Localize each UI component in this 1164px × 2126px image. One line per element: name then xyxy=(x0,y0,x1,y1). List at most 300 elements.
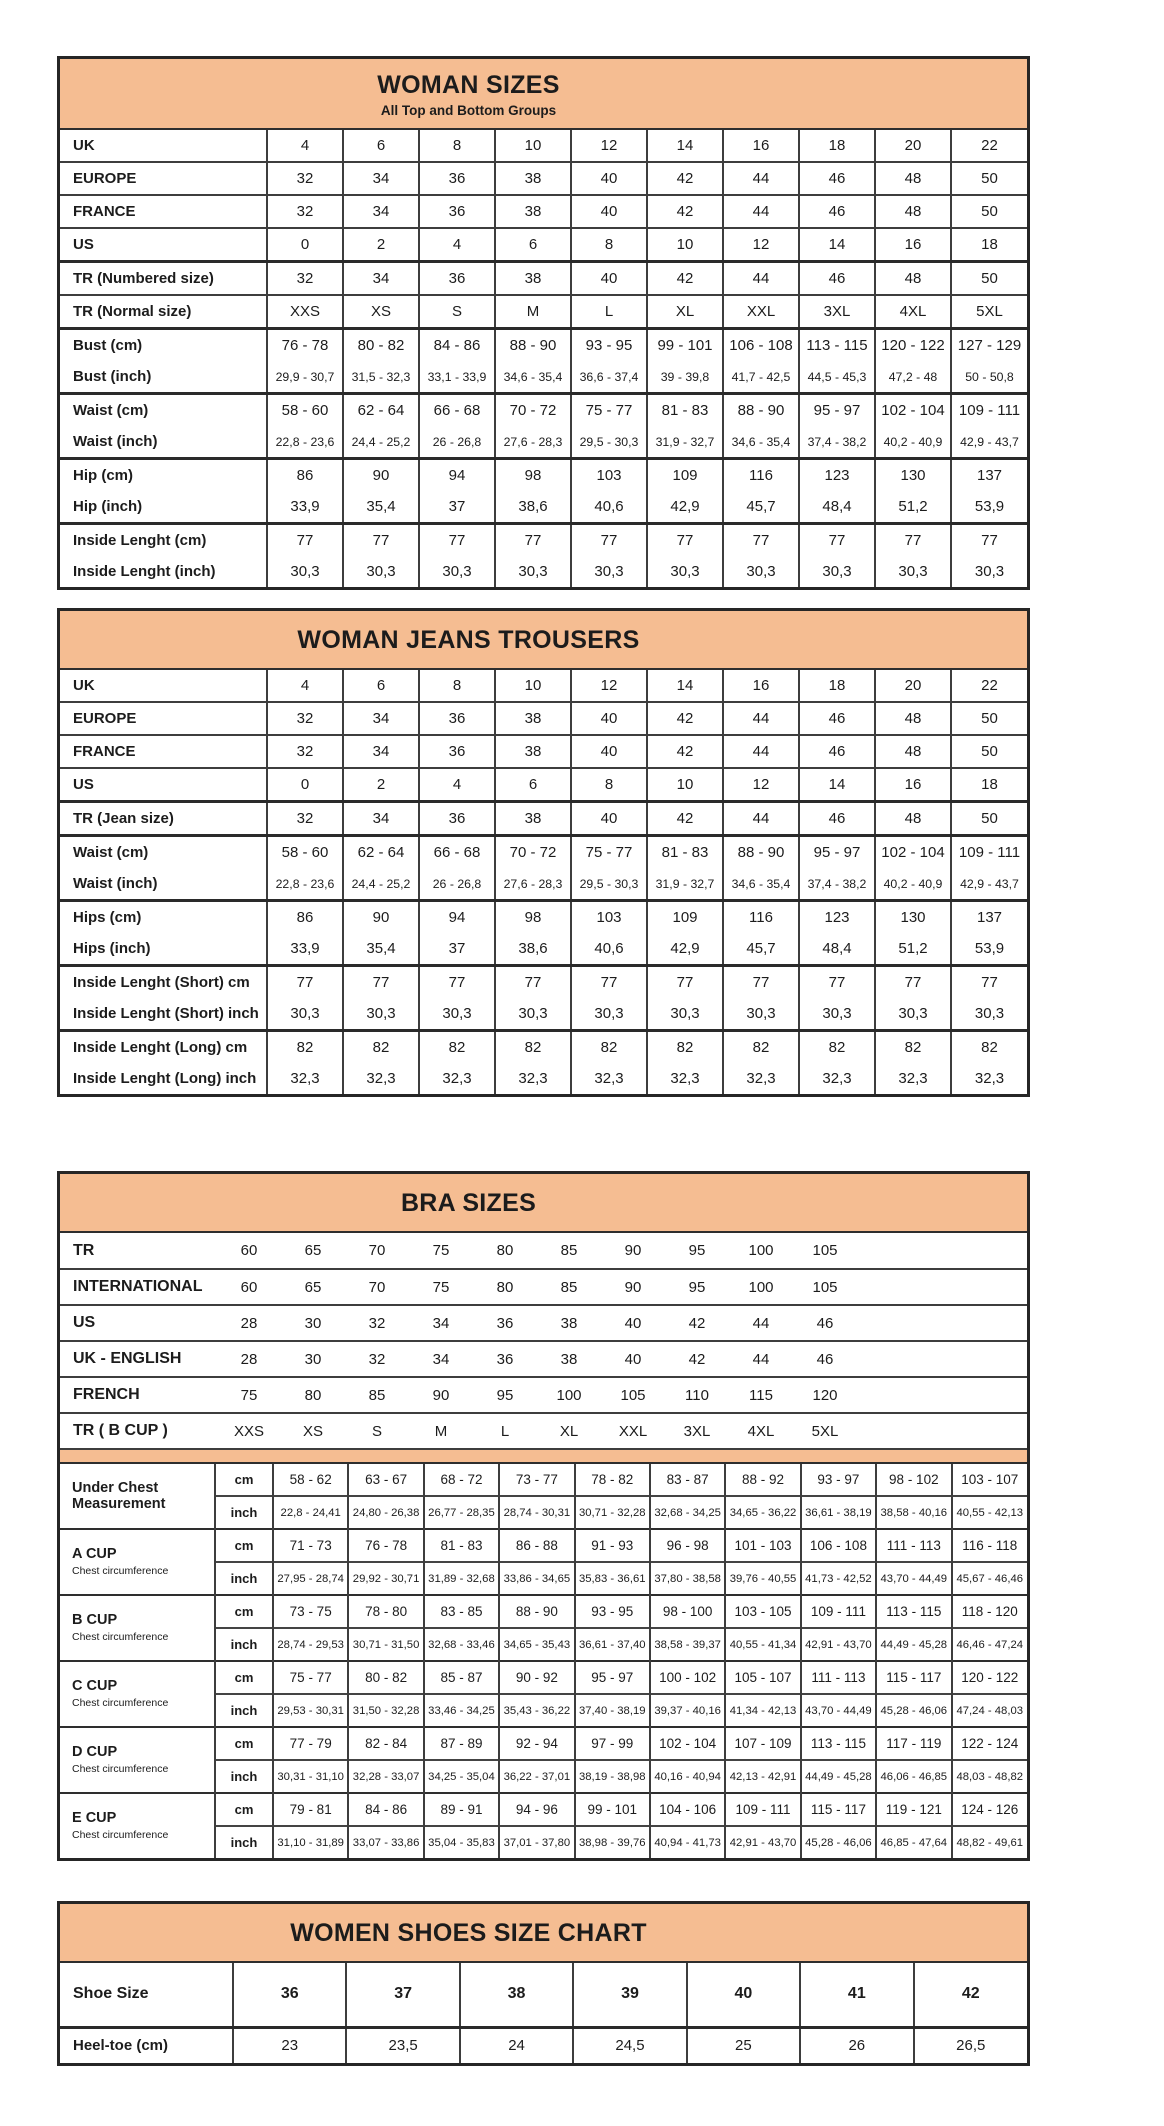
value-cell: 8 xyxy=(571,228,647,262)
unit-label: inch xyxy=(215,1562,273,1595)
value-cell: 29,9 - 30,7 xyxy=(267,361,343,394)
value-cell: 105 xyxy=(620,1386,646,1404)
table-row xyxy=(60,130,1027,162)
value-cell: 48 xyxy=(875,802,951,836)
value-cell: 44 xyxy=(723,162,799,195)
value-cell: 30,3 xyxy=(571,998,647,1031)
value-cell: 46 xyxy=(816,1350,834,1368)
value-cell: 42,9 - 43,7 xyxy=(951,426,1027,459)
value-cell: 100 xyxy=(748,1242,774,1259)
value-cell: 30,3 xyxy=(647,998,723,1031)
value-cell: 50 xyxy=(951,262,1027,296)
value-cell: XS xyxy=(302,1422,323,1440)
value-cell: 46 xyxy=(799,195,875,228)
unit-label: inch xyxy=(215,1496,273,1529)
value-row xyxy=(215,1305,1027,1341)
value-cell: 32,3 xyxy=(419,1063,495,1094)
value-cell: 38 xyxy=(495,702,571,735)
row-label: Hip (inch) xyxy=(73,498,143,515)
value-cell: 3XL xyxy=(799,295,875,329)
woman-sizes-header xyxy=(60,59,1027,130)
value-cell: 82 xyxy=(495,1031,571,1064)
value-cell: 24,5 xyxy=(573,2027,686,2063)
value-cell: 137 xyxy=(951,459,1027,492)
row-label-text: Under Chest Measurement xyxy=(72,1480,166,1512)
value-cell: 24 xyxy=(460,2027,573,2063)
row-label: Heel-toe (cm) xyxy=(60,2027,233,2063)
value-cell: 95 xyxy=(496,1386,514,1404)
value-cell: 98 xyxy=(495,459,571,492)
table-row xyxy=(60,670,1027,702)
value-cell: 33,1 - 33,9 xyxy=(419,361,495,394)
table-row xyxy=(60,1793,1027,1826)
table-row xyxy=(60,933,1027,966)
value-cell: 107 - 109 xyxy=(725,1727,800,1760)
value-cell: 39 - 39,8 xyxy=(647,361,723,394)
value-cell: 40 xyxy=(687,1963,800,2027)
bra-sizes-header xyxy=(60,1174,1027,1233)
value-cell: 88 - 90 xyxy=(495,329,571,362)
value-cell: 85 - 87 xyxy=(424,1661,499,1694)
value-cell: 46,85 - 47,64 xyxy=(876,1826,951,1858)
woman-sizes-grid xyxy=(60,130,1027,587)
value-cell: 86 - 88 xyxy=(499,1529,574,1562)
value-cell: 32,28 - 33,07 xyxy=(348,1760,423,1793)
value-cell: 26,77 - 28,35 xyxy=(424,1496,499,1529)
value-spread xyxy=(217,1279,1025,1296)
value-cell: 77 xyxy=(799,966,875,999)
value-cell: 30,3 xyxy=(723,556,799,587)
value-cell: 82 xyxy=(647,1031,723,1064)
value-cell: 32,3 xyxy=(875,1063,951,1094)
table-row xyxy=(60,491,1027,524)
value-cell: 35,4 xyxy=(343,491,419,524)
value-cell: 80 xyxy=(304,1386,322,1404)
value-cell: 22,8 - 23,6 xyxy=(267,426,343,459)
unit-label: inch xyxy=(215,1826,273,1858)
table-subtitle: All Top and Bottom Groups xyxy=(380,103,557,118)
value-cell: 42 xyxy=(688,1350,706,1368)
value-cell: 48 xyxy=(875,195,951,228)
value-cell: 75 xyxy=(240,1386,258,1404)
value-cell: 82 - 84 xyxy=(348,1727,423,1760)
value-cell: 30,71 - 31,50 xyxy=(348,1628,423,1661)
value-cell: 84 - 86 xyxy=(348,1793,423,1826)
woman-jeans-grid xyxy=(60,670,1027,1094)
value-cell: 95 - 97 xyxy=(799,836,875,869)
table-title: WOMAN JEANS TROUSERS xyxy=(297,626,640,654)
value-cell: 85 xyxy=(560,1278,578,1296)
value-cell: 70 xyxy=(368,1278,386,1296)
table-row xyxy=(60,1595,1027,1628)
unit-label: cm xyxy=(215,1529,273,1562)
value-cell: 46,46 - 47,24 xyxy=(952,1628,1027,1661)
value-cell: 33,9 xyxy=(267,491,343,524)
value-spread xyxy=(217,1242,1025,1259)
value-cell: 46 xyxy=(799,262,875,296)
value-cell: 116 xyxy=(723,901,799,934)
value-cell: 123 xyxy=(799,901,875,934)
value-cell: XXL xyxy=(723,295,799,329)
value-cell: 102 - 104 xyxy=(875,394,951,427)
value-cell: 22,8 - 24,41 xyxy=(273,1496,348,1529)
value-cell: 51,2 xyxy=(875,933,951,966)
value-cell: 82 xyxy=(951,1031,1027,1064)
value-cell: 40 xyxy=(571,195,647,228)
value-cell: 37,01 - 37,80 xyxy=(499,1826,574,1858)
row-label: Bust (cm) xyxy=(60,329,267,362)
value-cell: 16 xyxy=(875,228,951,262)
value-cell: 43,70 - 44,49 xyxy=(801,1694,876,1727)
value-cell: 34,65 - 36,22 xyxy=(725,1496,800,1529)
value-cell: 32,3 xyxy=(799,1063,875,1094)
value-cell: 37 xyxy=(419,491,495,524)
value-cell: 84 - 86 xyxy=(419,329,495,362)
value-cell: 98 xyxy=(495,901,571,934)
table-row xyxy=(60,1063,1027,1094)
value-cell: 40 xyxy=(624,1314,642,1332)
row-label: TR (Jean size) xyxy=(60,802,267,836)
value-cell: 90 xyxy=(624,1278,642,1296)
value-cell: 34,6 - 35,4 xyxy=(723,426,799,459)
value-cell: 35,83 - 36,61 xyxy=(575,1562,650,1595)
table-row xyxy=(60,802,1027,836)
woman-sizes-table xyxy=(57,56,1030,590)
value-cell: 5XL xyxy=(951,295,1027,329)
value-cell: 44,5 - 45,3 xyxy=(799,361,875,394)
value-cell: 48 xyxy=(875,735,951,768)
value-cell: 45,28 - 46,06 xyxy=(876,1694,951,1727)
value-cell: 33,9 xyxy=(267,933,343,966)
row-label: TR (Normal size) xyxy=(60,295,267,329)
value-cell: 37,4 - 38,2 xyxy=(799,868,875,901)
value-cell: 20 xyxy=(875,670,951,702)
value-cell: 85 xyxy=(560,1242,578,1259)
value-cell: 123 xyxy=(799,459,875,492)
value-cell: 31,9 - 32,7 xyxy=(647,426,723,459)
value-cell: 42,9 xyxy=(647,933,723,966)
row-label-text: D CUP xyxy=(72,1743,118,1760)
value-cell: 62 - 64 xyxy=(343,836,419,869)
row-sublabel: Chest circumference xyxy=(72,1696,169,1709)
unit-label: cm xyxy=(215,1595,273,1628)
value-cell: 137 xyxy=(951,901,1027,934)
value-cell: 77 xyxy=(495,966,571,999)
value-cell: 36 xyxy=(419,162,495,195)
value-cell: 83 - 87 xyxy=(650,1463,725,1496)
value-cell: 37 xyxy=(346,1963,459,2027)
row-label: Inside Lenght (Short) cm xyxy=(60,966,267,999)
value-cell: 34,65 - 35,43 xyxy=(499,1628,574,1661)
value-cell: 77 xyxy=(951,524,1027,557)
value-cell: 48 xyxy=(875,262,951,296)
table-row xyxy=(60,966,1027,999)
row-label: Hips (cm) xyxy=(60,901,267,934)
table-row xyxy=(60,1727,1027,1760)
value-cell: 77 xyxy=(647,966,723,999)
value-cell: 35,04 - 35,83 xyxy=(424,1826,499,1858)
value-cell: 30,3 xyxy=(495,998,571,1031)
value-cell: 4 xyxy=(267,130,343,162)
unit-label: cm xyxy=(215,1793,273,1826)
value-cell: 4 xyxy=(267,670,343,702)
table-title: WOMEN SHOES SIZE CHART xyxy=(290,1919,647,1947)
value-cell: 16 xyxy=(723,670,799,702)
value-cell: 41,34 - 42,13 xyxy=(725,1694,800,1727)
table-row xyxy=(60,998,1027,1031)
row-label xyxy=(60,1661,215,1727)
value-cell: 98 - 102 xyxy=(876,1463,951,1496)
value-cell: 113 - 115 xyxy=(799,329,875,362)
value-cell: XXS xyxy=(267,295,343,329)
value-cell: 34,6 - 35,4 xyxy=(723,868,799,901)
value-cell: 113 - 115 xyxy=(801,1727,876,1760)
value-cell: 48 xyxy=(875,162,951,195)
value-cell: 38,6 xyxy=(495,491,571,524)
value-cell: 48,82 - 49,61 xyxy=(952,1826,1027,1858)
value-cell: 81 - 83 xyxy=(647,394,723,427)
table-row xyxy=(60,162,1027,195)
value-cell: 36,6 - 37,4 xyxy=(571,361,647,394)
woman-jeans-trousers-table xyxy=(57,608,1030,1097)
value-cell: 106 - 108 xyxy=(801,1529,876,1562)
value-cell: 109 - 111 xyxy=(801,1595,876,1628)
value-cell: 39,37 - 40,16 xyxy=(650,1694,725,1727)
value-cell: 75 - 77 xyxy=(571,394,647,427)
value-cell: 77 xyxy=(875,524,951,557)
value-cell: 34,25 - 35,04 xyxy=(424,1760,499,1793)
value-cell: 102 - 104 xyxy=(875,836,951,869)
value-cell: 22,8 - 23,6 xyxy=(267,868,343,901)
value-cell: XXS xyxy=(233,1422,264,1440)
row-label: UK - ENGLISH xyxy=(60,1341,215,1377)
value-cell: 30,3 xyxy=(343,998,419,1031)
value-cell: 75 - 77 xyxy=(273,1661,348,1694)
value-cell: 30,3 xyxy=(951,998,1027,1031)
value-cell: 35,4 xyxy=(343,933,419,966)
value-cell: 16 xyxy=(723,130,799,162)
table-row xyxy=(60,459,1027,492)
value-cell: 38,58 - 40,16 xyxy=(876,1496,951,1529)
value-cell: 58 - 60 xyxy=(267,394,343,427)
value-cell: 96 - 98 xyxy=(650,1529,725,1562)
row-label: Hips (inch) xyxy=(73,940,151,957)
value-cell: 53,9 xyxy=(951,491,1027,524)
value-cell: 23 xyxy=(233,2027,346,2063)
value-cell: 40,6 xyxy=(571,491,647,524)
row-label: Inside Lenght (Long) inch xyxy=(73,1070,257,1087)
value-cell: 42,91 - 43,70 xyxy=(725,1826,800,1858)
value-cell: 77 xyxy=(951,966,1027,999)
value-cell: 36 xyxy=(496,1350,514,1368)
value-cell: 32,3 xyxy=(495,1063,571,1094)
value-cell: 40 xyxy=(624,1350,642,1368)
row-label xyxy=(60,1793,215,1858)
row-label xyxy=(60,1463,215,1529)
value-cell: 32,3 xyxy=(647,1063,723,1094)
value-cell: 36,61 - 37,40 xyxy=(575,1628,650,1661)
value-cell: 105 - 107 xyxy=(725,1661,800,1694)
value-cell: 40,16 - 40,94 xyxy=(650,1760,725,1793)
row-label: UK xyxy=(73,677,95,694)
value-cell: 50 xyxy=(951,735,1027,768)
value-cell: 94 - 96 xyxy=(499,1793,574,1826)
value-cell: 32,3 xyxy=(343,1063,419,1094)
value-cell: 75 - 77 xyxy=(571,836,647,869)
value-cell: 39,76 - 40,55 xyxy=(725,1562,800,1595)
value-cell: 88 - 90 xyxy=(723,836,799,869)
unit-label: inch xyxy=(215,1760,273,1793)
value-cell: 100 xyxy=(556,1386,582,1404)
value-cell: 30,3 xyxy=(495,556,571,587)
table-row xyxy=(60,195,1027,228)
row-label: Hip (cm) xyxy=(60,459,267,492)
bra-sizes-grid xyxy=(60,1233,1027,1858)
value-cell: 40,55 - 42,13 xyxy=(952,1496,1027,1529)
table-row xyxy=(60,1963,1027,2027)
value-cell: 34 xyxy=(343,262,419,296)
table-row xyxy=(60,262,1027,296)
value-cell: M xyxy=(434,1422,448,1440)
value-cell: 53,9 xyxy=(951,933,1027,966)
value-cell: 111 - 113 xyxy=(801,1661,876,1694)
value-cell: 23,5 xyxy=(346,2027,459,2063)
value-cell: 28 xyxy=(240,1314,258,1332)
value-cell: 30,3 xyxy=(875,998,951,1031)
value-cell: 120 xyxy=(812,1386,838,1404)
value-cell: 32 xyxy=(267,802,343,836)
row-label: UK xyxy=(73,137,95,154)
row-label-text: E CUP xyxy=(72,1809,117,1826)
value-cell: 95 xyxy=(688,1242,706,1259)
value-cell: 28,74 - 29,53 xyxy=(273,1628,348,1661)
value-cell: 34 xyxy=(343,802,419,836)
value-cell: 82 xyxy=(799,1031,875,1064)
value-cell: 32 xyxy=(267,702,343,735)
value-cell: 42,9 xyxy=(647,491,723,524)
row-label: TR xyxy=(73,1241,95,1259)
unit-label: cm xyxy=(215,1661,273,1694)
value-cell: 12 xyxy=(723,768,799,802)
value-cell: 14 xyxy=(799,228,875,262)
value-cell: 36 xyxy=(419,195,495,228)
value-cell: 44 xyxy=(723,702,799,735)
value-cell: 78 - 80 xyxy=(348,1595,423,1628)
row-label: TR ( B CUP ) xyxy=(60,1413,215,1449)
row-label: FRANCE xyxy=(60,195,267,228)
value-cell: 130 xyxy=(875,459,951,492)
value-cell: 10 xyxy=(647,768,723,802)
value-cell: 39 xyxy=(573,1963,686,2027)
value-cell: 40,94 - 41,73 xyxy=(650,1826,725,1858)
value-cell: 32 xyxy=(267,735,343,768)
row-label: Inside Lenght (Short) inch xyxy=(73,1005,259,1022)
value-cell: 77 xyxy=(799,524,875,557)
value-cell: 42 xyxy=(647,802,723,836)
value-cell: 37,4 - 38,2 xyxy=(799,426,875,459)
value-cell: 27,6 - 28,3 xyxy=(495,868,571,901)
value-cell: L xyxy=(571,295,647,329)
value-cell: 36 xyxy=(496,1314,514,1332)
value-cell: 47,2 - 48 xyxy=(875,361,951,394)
value-cell: 111 - 113 xyxy=(876,1529,951,1562)
table-row xyxy=(60,1377,1027,1413)
value-cell: 40,2 - 40,9 xyxy=(875,426,951,459)
row-label-text: B CUP xyxy=(72,1611,118,1628)
value-cell: 38 xyxy=(560,1350,578,1368)
value-cell: 88 - 92 xyxy=(725,1463,800,1496)
value-cell: 90 xyxy=(343,901,419,934)
value-cell: 95 - 97 xyxy=(799,394,875,427)
value-cell: 70 xyxy=(368,1242,386,1259)
value-cell: 58 - 62 xyxy=(273,1463,348,1496)
value-cell: 29,5 - 30,3 xyxy=(571,426,647,459)
value-cell: 82 xyxy=(343,1031,419,1064)
value-cell: 99 - 101 xyxy=(647,329,723,362)
value-cell: 29,53 - 30,31 xyxy=(273,1694,348,1727)
row-label xyxy=(60,1595,215,1661)
value-cell: 12 xyxy=(571,670,647,702)
table-row xyxy=(60,228,1027,262)
value-cell: 30,3 xyxy=(875,556,951,587)
table-row xyxy=(60,524,1027,557)
value-cell: 77 xyxy=(343,524,419,557)
value-cell: 94 xyxy=(419,901,495,934)
value-cell: 32 xyxy=(267,162,343,195)
value-cell: 77 xyxy=(723,966,799,999)
value-cell: 27,95 - 28,74 xyxy=(273,1562,348,1595)
row-sublabel: Chest circumference xyxy=(72,1564,169,1577)
table-row xyxy=(60,1233,1027,1269)
value-cell: 75 xyxy=(432,1278,450,1296)
value-cell: 38,58 - 39,37 xyxy=(650,1628,725,1661)
value-cell: 32 xyxy=(267,195,343,228)
value-cell: 76 - 78 xyxy=(267,329,343,362)
table-row xyxy=(60,1413,1027,1449)
value-cell: 77 xyxy=(723,524,799,557)
value-cell: 70 - 72 xyxy=(495,394,571,427)
value-cell: 2 xyxy=(343,768,419,802)
value-cell: 10 xyxy=(647,228,723,262)
value-cell: 38 xyxy=(460,1963,573,2027)
value-cell: 37,80 - 38,58 xyxy=(650,1562,725,1595)
value-cell: 0 xyxy=(267,768,343,802)
value-cell: 113 - 115 xyxy=(876,1595,951,1628)
value-cell: 4XL xyxy=(747,1422,775,1440)
row-label: Waist (cm) xyxy=(60,836,267,869)
value-cell: 36 xyxy=(419,735,495,768)
row-label: Inside Lenght (inch) xyxy=(73,563,216,580)
row-label: EUROPE xyxy=(60,162,267,195)
value-cell: 58 - 60 xyxy=(267,836,343,869)
value-cell: 30,3 xyxy=(951,556,1027,587)
value-cell: 77 xyxy=(419,524,495,557)
value-cell: XS xyxy=(343,295,419,329)
table-row xyxy=(60,901,1027,934)
value-cell: 48 xyxy=(875,702,951,735)
value-cell: 60 xyxy=(240,1242,258,1259)
value-cell: 42 xyxy=(647,735,723,768)
table-row xyxy=(60,735,1027,768)
value-row xyxy=(215,1233,1027,1269)
value-cell: 109 - 111 xyxy=(951,394,1027,427)
value-cell: 18 xyxy=(799,670,875,702)
row-label: Waist (inch) xyxy=(73,875,158,892)
women-shoes-grid xyxy=(60,1963,1027,2063)
value-cell: 82 xyxy=(571,1031,647,1064)
value-cell: 50 xyxy=(951,162,1027,195)
value-cell: 77 xyxy=(343,966,419,999)
